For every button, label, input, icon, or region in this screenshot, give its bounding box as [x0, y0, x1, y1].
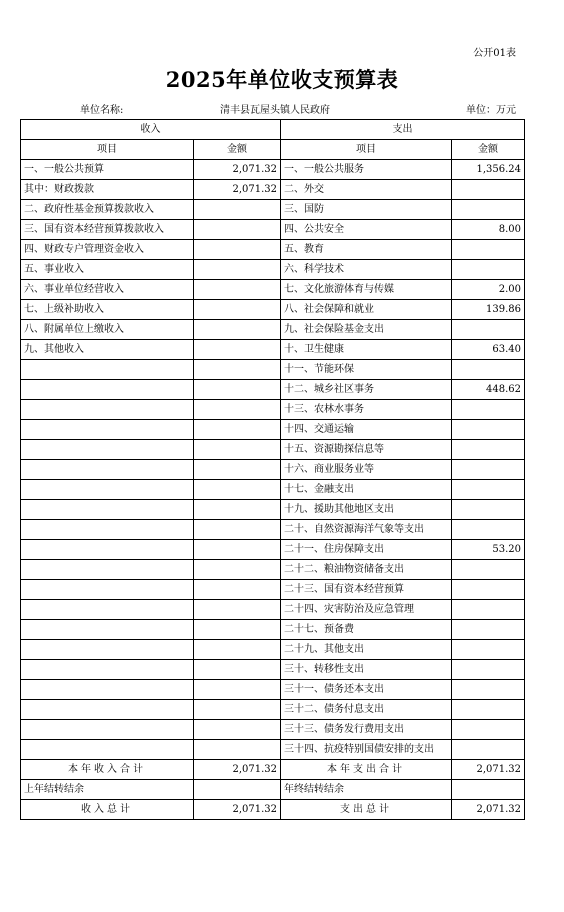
expense-item-cell: 十七、金融支出	[281, 480, 452, 500]
table-row	[21, 180, 525, 200]
expense-year-total-label: 本年支出合计	[281, 760, 452, 780]
income-amount-cell	[194, 280, 281, 300]
income-item-cell	[21, 740, 194, 760]
income-amount-cell: 2,071.32	[194, 180, 281, 200]
income-item-cell	[21, 560, 194, 580]
expense-item-cell: 二十一、住房保障支出	[281, 540, 452, 560]
table-row	[21, 360, 525, 380]
expense-year-total-amount: 2,071.32	[452, 760, 525, 780]
expense-item-cell: 六、科学技术	[281, 260, 452, 280]
income-item-cell: 七、上级补助收入	[21, 300, 194, 320]
table-row	[21, 460, 525, 480]
income-year-total-amount: 2,071.32	[194, 760, 281, 780]
page-title: 2025年单位收支预算表	[165, 67, 399, 92]
income-amount-cell	[194, 260, 281, 280]
income-amount-cell	[194, 560, 281, 580]
unit-name: 清丰县瓦屋头镇人民政府	[220, 105, 330, 116]
expense-amount-cell	[452, 440, 525, 460]
income-amount-cell	[194, 600, 281, 620]
carryover-in-amount	[194, 780, 281, 800]
expense-item-cell: 二十、自然资源海洋气象等支出	[281, 520, 452, 540]
income-item-cell	[21, 620, 194, 640]
expense-amount-cell	[452, 360, 525, 380]
unit-measure: 单位：万元	[466, 105, 516, 116]
table-row	[21, 680, 525, 700]
income-item-cell	[21, 660, 194, 680]
expense-amount-cell	[452, 180, 525, 200]
table-row	[21, 500, 525, 520]
income-amount-cell	[194, 740, 281, 760]
unit-label: 单位名称:	[80, 105, 124, 116]
income-amount-header: 金额	[194, 140, 281, 160]
expense-item-cell: 二、外交	[281, 180, 452, 200]
expense-amount-cell: 2.00	[452, 280, 525, 300]
expense-item-cell: 一、一般公共服务	[281, 160, 452, 180]
table-row	[21, 320, 525, 340]
expense-item-cell: 三十四、抗疫特别国债安排的支出	[281, 740, 452, 760]
expense-amount-cell: 8.00	[452, 220, 525, 240]
income-amount-cell	[194, 620, 281, 640]
expense-amount-header: 金额	[452, 140, 525, 160]
expense-item-cell: 四、公共安全	[281, 220, 452, 240]
expense-amount-cell	[452, 400, 525, 420]
expense-item-cell: 二十三、国有资本经营预算	[281, 580, 452, 600]
expense-item-cell: 七、文化旅游体育与传媒	[281, 280, 452, 300]
expense-amount-cell	[452, 420, 525, 440]
table-row	[21, 580, 525, 600]
income-amount-cell	[194, 680, 281, 700]
expense-item-cell: 十、卫生健康	[281, 340, 452, 360]
income-amount-cell	[194, 640, 281, 660]
expense-item-cell: 十五、资源勘探信息等	[281, 440, 452, 460]
income-item-cell: 六、事业单位经营收入	[21, 280, 194, 300]
table-row	[21, 660, 525, 680]
year-total-row	[21, 760, 525, 780]
expense-item-cell: 十三、农林水事务	[281, 400, 452, 420]
expense-amount-cell	[452, 700, 525, 720]
column-header-row	[21, 140, 525, 160]
expense-item-cell: 三十三、债务发行费用支出	[281, 720, 452, 740]
table-row	[21, 420, 525, 440]
expense-item-cell: 二十二、粮油物资储备支出	[281, 560, 452, 580]
expense-amount-cell	[452, 680, 525, 700]
income-amount-cell	[194, 720, 281, 740]
table-row	[21, 220, 525, 240]
income-item-cell	[21, 360, 194, 380]
income-item-cell: 八、附属单位上缴收入	[21, 320, 194, 340]
income-amount-cell	[194, 200, 281, 220]
income-item-cell: 一、一般公共预算	[21, 160, 194, 180]
income-item-cell	[21, 680, 194, 700]
table-row	[21, 600, 525, 620]
income-amount-cell	[194, 660, 281, 680]
expense-amount-cell: 139.86	[452, 300, 525, 320]
income-item-cell: 五、事业收入	[21, 260, 194, 280]
expense-amount-cell	[452, 320, 525, 340]
section-header-row	[21, 120, 525, 140]
table-row	[21, 540, 525, 560]
income-item-cell	[21, 640, 194, 660]
expense-item-cell: 十一、节能环保	[281, 360, 452, 380]
grand-total-row	[21, 800, 525, 820]
income-amount-cell	[194, 460, 281, 480]
income-item-cell: 三、国有资本经营预算拨款收入	[21, 220, 194, 240]
table-row	[21, 480, 525, 500]
expense-amount-cell	[452, 500, 525, 520]
income-item-cell	[21, 700, 194, 720]
carryover-row	[21, 780, 525, 800]
income-header: 收入	[21, 120, 281, 140]
expense-item-cell: 十四、交通运输	[281, 420, 452, 440]
income-amount-cell	[194, 520, 281, 540]
table-row	[21, 400, 525, 420]
expense-amount-cell	[452, 200, 525, 220]
table-row	[21, 440, 525, 460]
expense-item-header: 项目	[281, 140, 452, 160]
table-row	[21, 740, 525, 760]
table-row	[21, 560, 525, 580]
income-item-cell: 二、政府性基金预算拨款收入	[21, 200, 194, 220]
income-item-cell	[21, 580, 194, 600]
expense-header: 支出	[281, 120, 525, 140]
income-amount-cell	[194, 540, 281, 560]
income-amount-cell	[194, 500, 281, 520]
income-amount-cell	[194, 700, 281, 720]
expense-item-cell: 三十二、债务付息支出	[281, 700, 452, 720]
expense-item-cell: 十九、援助其他地区支出	[281, 500, 452, 520]
expense-item-cell: 五、教育	[281, 240, 452, 260]
income-amount-cell	[194, 580, 281, 600]
income-amount-cell	[194, 360, 281, 380]
income-item-cell	[21, 720, 194, 740]
table-row	[21, 700, 525, 720]
expense-amount-cell	[452, 600, 525, 620]
expense-item-cell: 十六、商业服务业等	[281, 460, 452, 480]
income-amount-cell	[194, 340, 281, 360]
table-row	[21, 240, 525, 260]
table-row	[21, 260, 525, 280]
expense-item-cell: 二十七、预备费	[281, 620, 452, 640]
income-amount-cell	[194, 420, 281, 440]
expense-grand-total-label: 支出总计	[281, 800, 452, 820]
expense-amount-cell	[452, 640, 525, 660]
expense-item-cell: 三十、转移性支出	[281, 660, 452, 680]
expense-item-cell: 九、社会保险基金支出	[281, 320, 452, 340]
expense-amount-cell: 448.62	[452, 380, 525, 400]
income-amount-cell	[194, 380, 281, 400]
income-item-cell: 九、其他收入	[21, 340, 194, 360]
table-row	[21, 720, 525, 740]
expense-item-cell: 二十九、其他支出	[281, 640, 452, 660]
income-amount-cell: 2,071.32	[194, 160, 281, 180]
expense-grand-total-amount: 2,071.32	[452, 800, 525, 820]
expense-item-cell: 八、社会保障和就业	[281, 300, 452, 320]
expense-amount-cell	[452, 260, 525, 280]
expense-amount-cell	[452, 720, 525, 740]
expense-amount-cell	[452, 620, 525, 640]
income-item-cell	[21, 400, 194, 420]
expense-amount-cell	[452, 740, 525, 760]
income-item-cell	[21, 460, 194, 480]
income-amount-cell	[194, 220, 281, 240]
expense-amount-cell	[452, 580, 525, 600]
table-row	[21, 640, 525, 660]
income-item-header: 项目	[21, 140, 194, 160]
income-item-cell	[21, 600, 194, 620]
income-amount-cell	[194, 240, 281, 260]
expense-item-cell: 三十一、债务还本支出	[281, 680, 452, 700]
carryover-in-label: 上年结转结余	[21, 780, 194, 800]
expense-amount-cell	[452, 460, 525, 480]
income-amount-cell	[194, 300, 281, 320]
income-item-cell: 其中：财政拨款	[21, 180, 194, 200]
carryover-out-amount	[452, 780, 525, 800]
table-row	[21, 340, 525, 360]
expense-amount-cell	[452, 560, 525, 580]
expense-item-cell: 十二、城乡社区事务	[281, 380, 452, 400]
expense-amount-cell	[452, 240, 525, 260]
carryover-out-label: 年终结转结余	[281, 780, 452, 800]
income-item-cell	[21, 480, 194, 500]
table-row	[21, 280, 525, 300]
income-item-cell	[21, 440, 194, 460]
table-row	[21, 380, 525, 400]
budget-table	[20, 119, 525, 820]
expense-amount-cell	[452, 520, 525, 540]
table-row	[21, 520, 525, 540]
expense-item-cell: 二十四、灾害防治及应急管理	[281, 600, 452, 620]
income-item-cell: 四、财政专户管理资金收入	[21, 240, 194, 260]
expense-amount-cell: 1,356.24	[452, 160, 525, 180]
expense-amount-cell: 53.20	[452, 540, 525, 560]
table-row	[21, 200, 525, 220]
income-grand-total-label: 收入总计	[21, 800, 194, 820]
income-item-cell	[21, 540, 194, 560]
income-amount-cell	[194, 480, 281, 500]
income-amount-cell	[194, 320, 281, 340]
income-item-cell	[21, 520, 194, 540]
income-year-total-label: 本年收入合计	[21, 760, 194, 780]
table-row	[21, 300, 525, 320]
expense-item-cell: 三、国防	[281, 200, 452, 220]
form-code: 公开01表	[473, 48, 516, 59]
table-row	[21, 160, 525, 180]
income-item-cell	[21, 420, 194, 440]
income-amount-cell	[194, 400, 281, 420]
table-row	[21, 620, 525, 640]
expense-amount-cell	[452, 660, 525, 680]
expense-amount-cell	[452, 480, 525, 500]
meta-row	[20, 101, 524, 117]
expense-amount-cell: 63.40	[452, 340, 525, 360]
income-grand-total-amount: 2,071.32	[194, 800, 281, 820]
income-item-cell	[21, 380, 194, 400]
income-amount-cell	[194, 440, 281, 460]
income-item-cell	[21, 500, 194, 520]
